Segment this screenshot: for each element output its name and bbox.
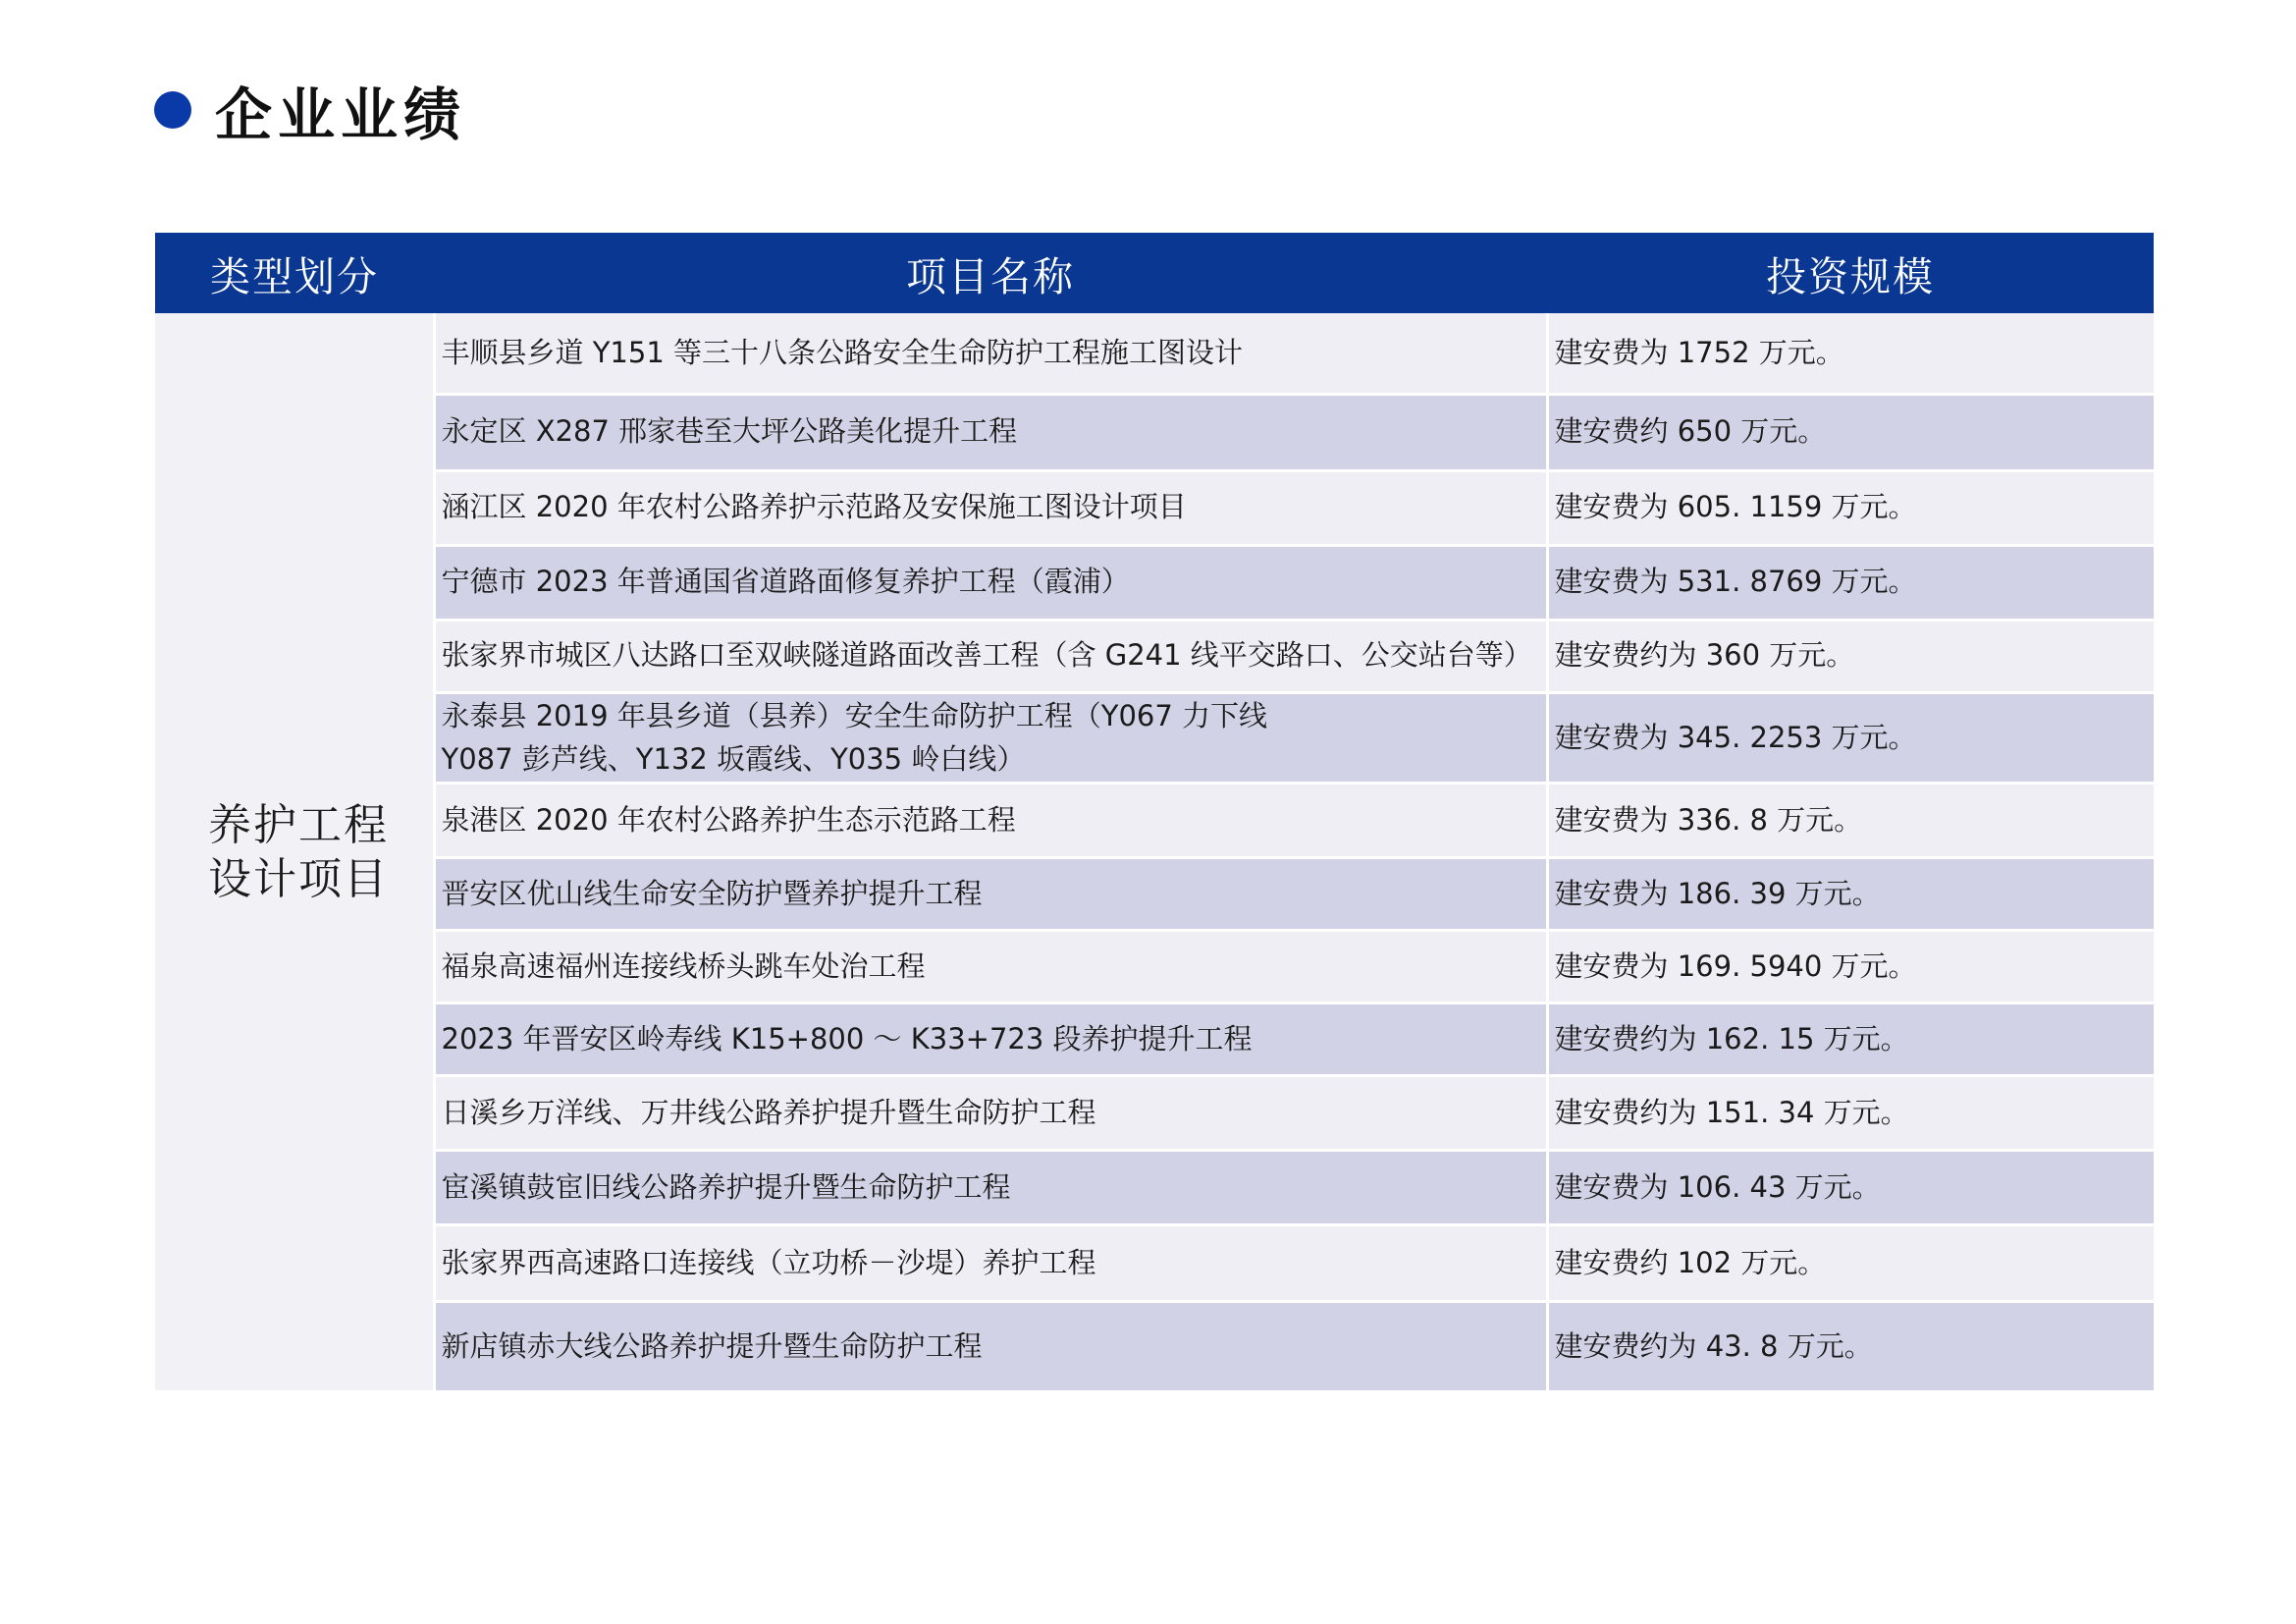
project-name-cell: 新店镇赤大线公路养护提升暨生命防护工程 xyxy=(434,1302,1547,1392)
table-row xyxy=(155,931,2154,1003)
project-name-cell: 泉港区 2020 年农村公路养护生态示范路工程 xyxy=(434,784,1547,858)
investment-cell: 建安费约为 43. 8 万元。 xyxy=(1547,1302,2154,1392)
project-name-cell: 涵江区 2020 年农村公路养护示范路及安保施工图设计项目 xyxy=(434,470,1547,545)
investment-cell: 建安费约 102 万元。 xyxy=(1547,1225,2154,1302)
project-name-cell: 福泉高速福州连接线桥头跳车处治工程 xyxy=(434,931,1547,1003)
table-row xyxy=(155,1003,2154,1076)
investment-cell: 建安费为 345. 2253 万元。 xyxy=(1547,692,2154,784)
table-row xyxy=(155,1302,2154,1392)
project-name-cell: 宁德市 2023 年普通国省道路面修复养护工程（霞浦） xyxy=(434,545,1547,620)
table-row xyxy=(155,470,2154,545)
page-title: 企业业绩 xyxy=(215,81,467,148)
header-investment: 投资规模 xyxy=(1547,233,2154,313)
project-name-cell: 宦溪镇鼓宦旧线公路养护提升暨生命防护工程 xyxy=(434,1151,1547,1225)
project-name-cell: 丰顺县乡道 Y151 等三十八条公路安全生命防护工程施工图设计 xyxy=(434,313,1547,394)
investment-cell: 建安费为 186. 39 万元。 xyxy=(1547,858,2154,931)
table-row xyxy=(155,692,2154,784)
project-name-cell: 张家界市城区八达路口至双峡隧道路面改善工程（含 G241 线平交路口、公交站台等） xyxy=(434,620,1547,692)
investment-cell: 建安费为 531. 8769 万元。 xyxy=(1547,545,2154,620)
table-row xyxy=(155,858,2154,931)
table-row xyxy=(155,313,2154,394)
investment-cell: 建安费为 605. 1159 万元。 xyxy=(1547,470,2154,545)
table-body xyxy=(155,313,2154,1392)
investment-cell: 建安费为 336. 8 万元。 xyxy=(1547,784,2154,858)
project-name-cell: 晋安区优山线生命安全防护暨养护提升工程 xyxy=(434,858,1547,931)
table-row xyxy=(155,784,2154,858)
table-row xyxy=(155,620,2154,692)
category-cell: 养护工程 设计项目 xyxy=(155,313,434,1392)
header-category: 类型划分 xyxy=(155,233,434,313)
table-row xyxy=(155,1151,2154,1225)
project-name-cell: 2023 年晋安区岭寿线 K15+800 ～ K33+723 段养护提升工程 xyxy=(434,1003,1547,1076)
project-name-cell: 日溪乡万洋线、万井线公路养护提升暨生命防护工程 xyxy=(434,1076,1547,1151)
investment-cell: 建安费约为 162. 15 万元。 xyxy=(1547,1003,2154,1076)
investment-cell: 建安费为 106. 43 万元。 xyxy=(1547,1151,2154,1225)
table-header-row xyxy=(155,233,2154,313)
project-name-cell: 张家界西高速路口连接线（立功桥－沙堤）养护工程 xyxy=(434,1225,1547,1302)
header-project-name: 项目名称 xyxy=(434,233,1547,313)
page-heading xyxy=(154,71,466,149)
project-name-cell: 永定区 X287 邢家巷至大坪公路美化提升工程 xyxy=(434,394,1547,470)
investment-cell: 建安费约为 360 万元。 xyxy=(1547,620,2154,692)
table-row xyxy=(155,545,2154,620)
table-row xyxy=(155,1076,2154,1151)
investment-cell: 建安费约为 151. 34 万元。 xyxy=(1547,1076,2154,1151)
project-name-cell: 永泰县 2019 年县乡道（县养）安全生命防护工程（Y067 力下线 Y087 彭芦线、Y132 坂霞线、Y035 岭白线） xyxy=(434,692,1547,784)
table-row xyxy=(155,1225,2154,1302)
bullet-dot-icon xyxy=(154,91,191,129)
performance-table xyxy=(155,233,2154,1393)
investment-cell: 建安费为 169. 5940 万元。 xyxy=(1547,931,2154,1003)
investment-cell: 建安费为 1752 万元。 xyxy=(1547,313,2154,394)
investment-cell: 建安费约 650 万元。 xyxy=(1547,394,2154,470)
table-row xyxy=(155,394,2154,470)
